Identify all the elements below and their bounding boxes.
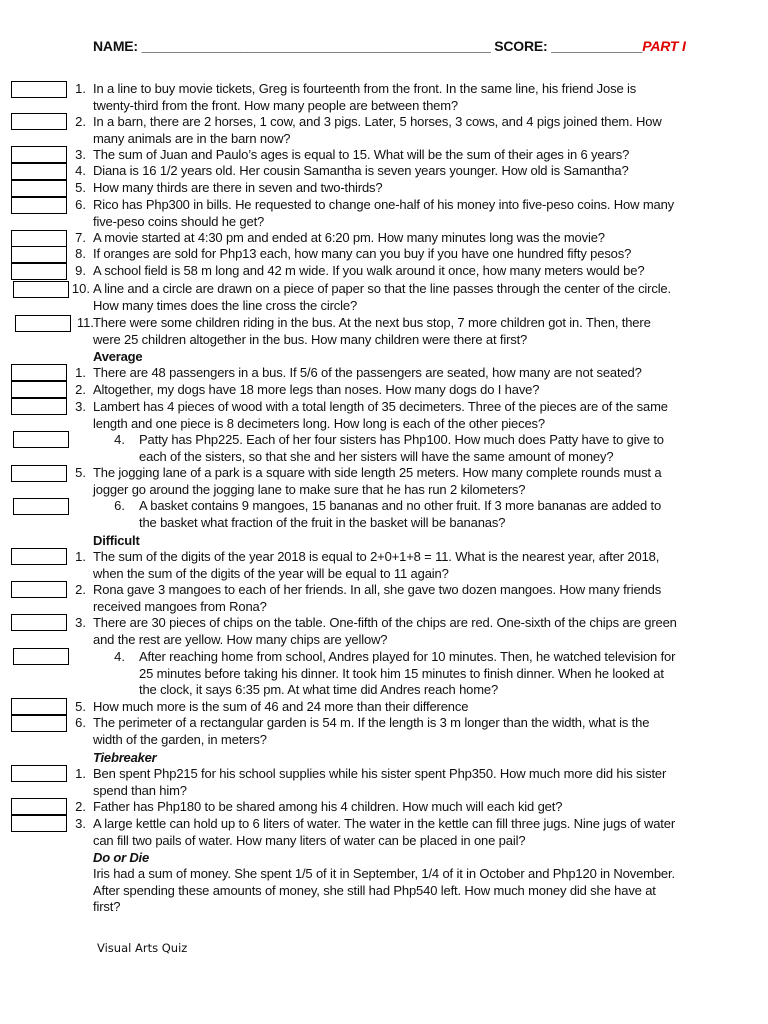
question-number: 5. [75,465,86,480]
footer: Visual Arts Quiz [97,941,188,955]
question-text: There are 48 passengers in a bus. If 5/6 of the passengers are seated, how many are not seated? [93,365,642,380]
question-text: A movie started at 4:30 pm and ended at 6:20 pm. How many minutes long was the movie? [93,230,605,245]
question-number: 5. [75,180,86,195]
answer-box[interactable] [11,113,67,130]
section-title-average: Average [93,349,143,364]
question-text: In a barn, there are 2 horses, 1 cow, and 3 pigs. Later, 5 horses, 3 cows, and 4 pigs joined them. How many animals are in the barn now? [93,114,662,146]
question-number: 3. [75,147,86,162]
question-number: 4. [114,649,125,664]
do-or-die-text: Iris had a sum of money. She spent 1/5 of it in September, 1/4 of it in October and Php120 in November. After spending these amounts of money, she still had Php540 left. How much money did she have at first? [93,866,675,914]
question-text: Lambert has 4 pieces of wood with a total length of 35 decimeters. Three of the pieces are of the same length and one piece is 8 decimeters long. How long is each of the other pieces? [93,399,668,431]
question-number: 10. [71,281,90,296]
answer-box[interactable] [11,715,67,732]
question-text: After reaching home from school, Andres played for 10 minutes. Then, he watched television for 25 minutes before taking his dinner. It took him 15 minutes to finish dinner. When he looked at the clock, it says 6:35 pm. At what time did Andres reach home? [139,649,676,697]
question-text: Patty has Php225. Each of her four sisters has Php100. How much does Patty have to give to each of the sisters, so that she and her sisters will have the same amount of money? [139,432,664,464]
question-text: Rico has Php300 in bills. He requested to change one-half of his money into five-peso coins. How many five-peso coins should he get? [93,197,675,229]
question-number: 2. [75,382,86,397]
question-text: There are 30 pieces of chips on the table. One-fifth of the chips are red. One-sixth of the chips are green and the rest are yellow. How many chips are yellow? [93,615,677,647]
answer-box[interactable] [13,281,69,298]
answer-box[interactable] [11,364,67,381]
question-text: The jogging lane of a park is a square with side length 25 meters. How many complete rounds must a jogger go around the jogging lane to make sure that he has run 2 kilometers? [93,465,662,497]
question-number: 4. [114,432,125,447]
header [93,38,686,54]
section-title-tiebreaker: Tiebreaker [93,750,157,765]
question-number: 3. [75,399,86,414]
question-text: The perimeter of a rectangular garden is 54 m. If the length is 3 m longer than the width, what is the width of the garden, in meters? [93,715,650,747]
question-text: A basket contains 9 mangoes, 15 bananas and no other fruit. If 3 more bananas are added to the basket what fraction of the fruit in the basket will be bananas? [139,498,662,530]
question-number: 11. [76,315,94,330]
score-label: SCORE: ____________ [494,38,643,54]
answer-box[interactable] [11,163,67,180]
question-number: 8. [75,246,86,261]
question-number: 2. [75,582,86,597]
question-text: Diana is 16 1/2 years old. Her cousin Samantha is seven years younger. How old is Samantha? [93,163,629,178]
question-number: 5. [75,699,86,714]
question-text: A school field is 58 m long and 42 m wide. If you walk around it once, how many meters would be? [93,263,645,278]
answer-box[interactable] [11,146,67,163]
answer-box[interactable] [11,197,67,214]
question-number: 6. [75,715,86,730]
question-text: Altogether, my dogs have 18 more legs than noses. How many dogs do I have? [93,382,540,397]
section-title-do-or-die: Do or Die [93,850,149,865]
question-number: 3. [75,816,86,831]
answer-box[interactable] [11,180,67,197]
question-text: The sum of the digits of the year 2018 is equal to 2+0+1+8 = 11. What is the nearest year, after 2018, when the sum of the digits of the year will be equal to 11 again? [93,549,660,581]
answer-box[interactable] [11,398,67,415]
question-text: Father has Php180 to be shared among his 4 children. How much will each kid get? [93,799,563,814]
question-text: How much more is the sum of 46 and 24 more than their difference [93,699,469,714]
answer-box[interactable] [11,765,67,782]
answer-box[interactable] [11,246,67,263]
answer-box[interactable] [13,648,69,665]
question-text: A line and a circle are drawn on a piece of paper so that the line passes through the center of the circle. How many times does the line cross the circle? [93,281,671,313]
answer-box[interactable] [11,465,67,482]
question-number: 7. [75,230,86,245]
answer-box[interactable] [11,581,67,598]
question-number: 6. [75,197,86,212]
question-number: 2. [75,799,86,814]
answer-box[interactable] [11,698,67,715]
question-number: 1. [75,81,86,96]
answer-box[interactable] [11,230,67,247]
name-label: NAME: ______________________________________________ [93,38,491,54]
question-number: 1. [75,365,86,380]
answer-box[interactable] [11,263,67,280]
answer-box[interactable] [11,798,67,815]
question-text: A large kettle can hold up to 6 liters of water. The water in the kettle can fill three jugs. Nine jugs of water can fill two pails of water. How many liters of water can be placed in one pail? [93,816,676,848]
question-number: 2. [75,114,86,129]
question-number: 1. [75,549,86,564]
question-text: Ben spent Php215 for his school supplies while his sister spent Php350. How much more did his sister spend than him? [93,766,667,798]
question-number: 6. [114,498,125,513]
question-number: 1. [75,766,86,781]
question-text: Rona gave 3 mangoes to each of her friends. In all, she gave two dozen mangoes. How many friends received mangoes from Rona? [93,582,662,614]
question-text: There were some children riding in the bus. At the next bus stop, 7 more children got in. Then, there were 25 children altogether in the bus. How many children were there at first? [93,315,651,347]
answer-box[interactable] [11,614,67,631]
section-title-difficult: Difficult [93,533,140,548]
question-text: The sum of Juan and Paulo’s ages is equal to 15. What will be the sum of their ages in 6 years? [93,147,630,162]
question-text: In a line to buy movie tickets, Greg is fourteenth from the front. In the same line, his friend Jose is twenty-third from the front. How many people are between them? [93,81,637,113]
answer-box[interactable] [11,815,67,832]
question-text: If oranges are sold for Php13 each, how many can you buy if you have one hundred fifty pesos? [93,246,632,261]
answer-box[interactable] [13,431,69,448]
question-number: 9. [75,263,86,278]
question-text: How many thirds are there in seven and two-thirds? [93,180,383,195]
part-label: PART I [642,38,686,54]
answer-box[interactable] [15,315,71,332]
question-number: 3. [75,615,86,630]
question-number: 4. [75,163,86,178]
answer-box[interactable] [13,498,69,515]
answer-box[interactable] [11,381,67,398]
answer-box[interactable] [11,548,67,565]
answer-box[interactable] [11,81,67,98]
